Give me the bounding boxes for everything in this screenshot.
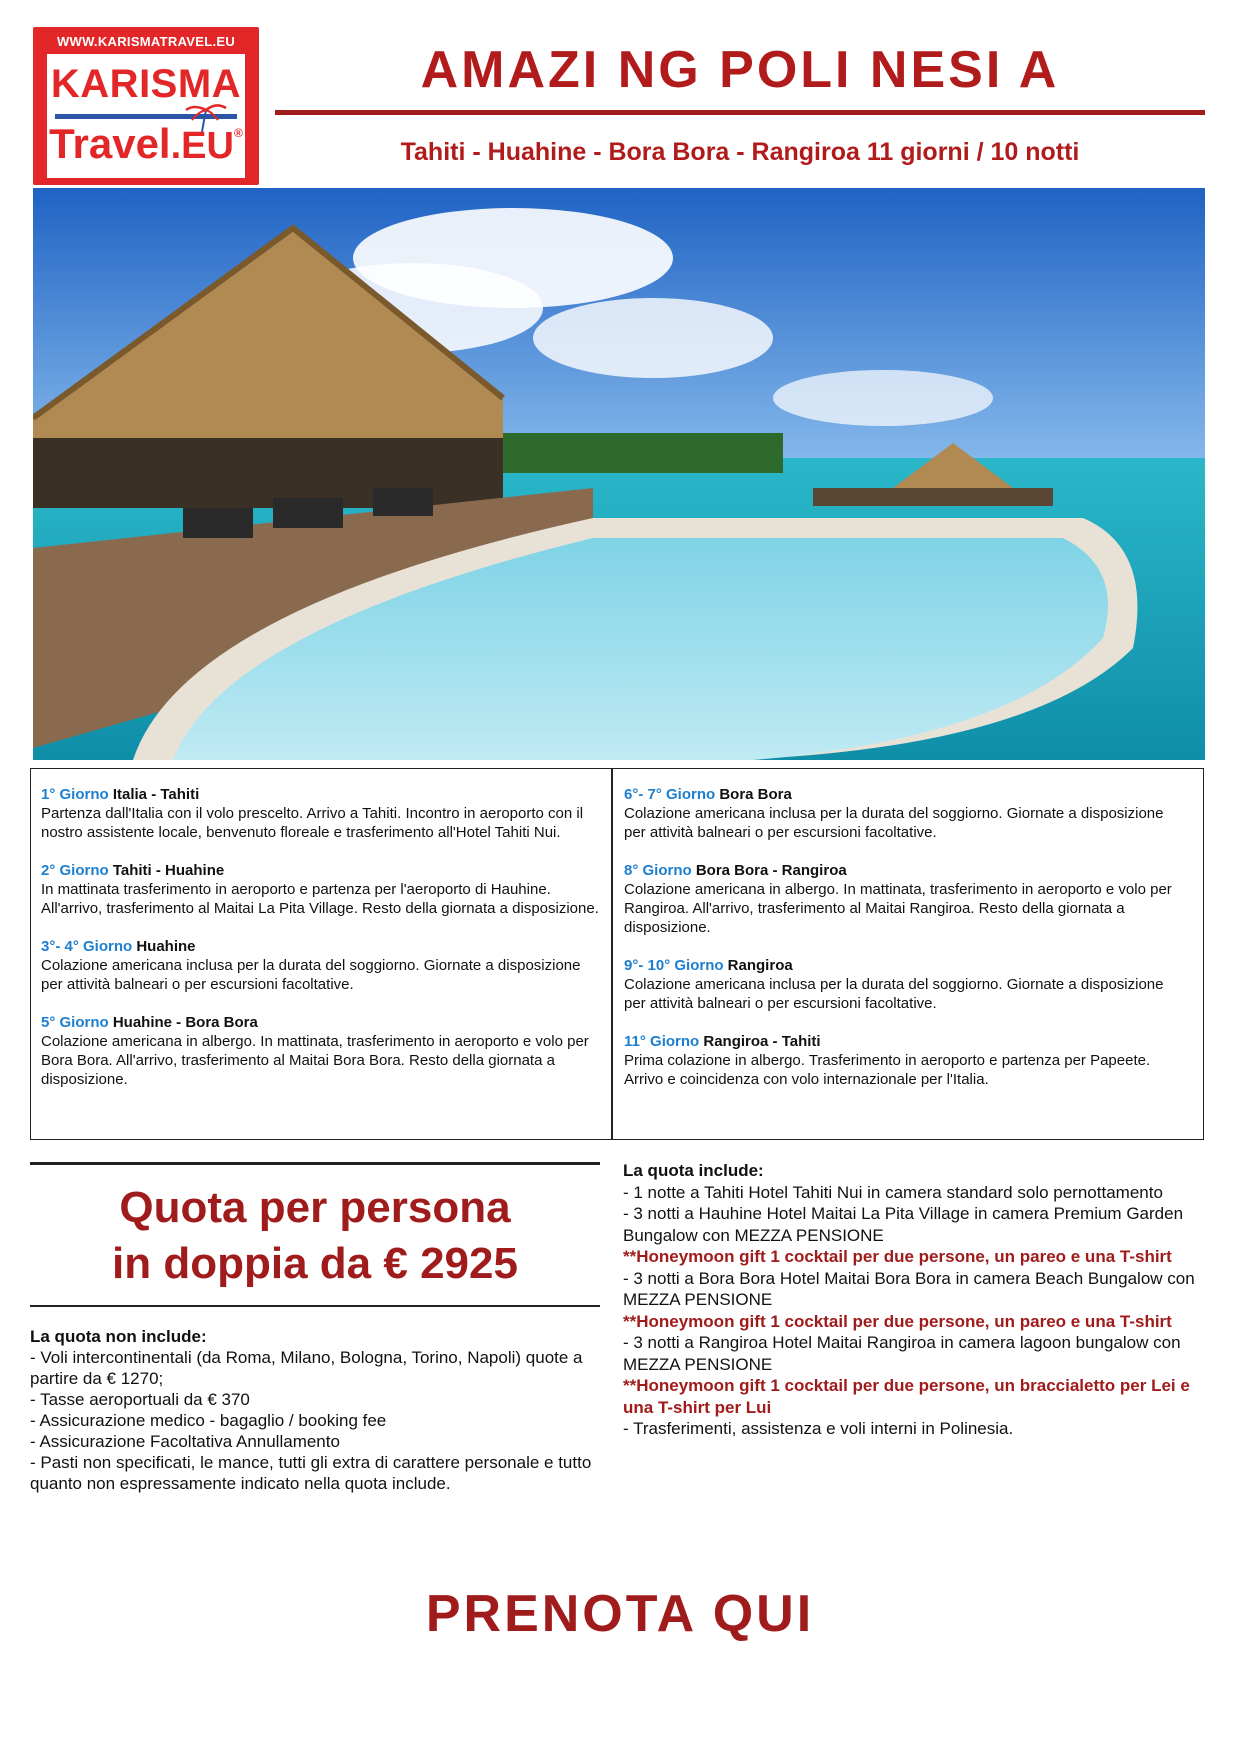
itinerary-day [41,937,601,994]
brand-name-line2 [47,120,245,168]
day-number: 6°- 7° Giorno [624,786,716,803]
excludes-section [30,1326,600,1494]
day-route: Rangiroa [723,957,793,974]
price-line-1: Quota per persona [119,1183,511,1232]
itinerary-day [41,785,601,842]
day-route: Huahine - Bora Bora [108,1014,258,1031]
page-title: AMAZI NG POLI NESI A [420,41,1060,99]
price-rule-top [30,1162,600,1165]
day-route: Italia - Tahiti [108,786,200,803]
day-description: Colazione americana in albergo. In mattinata, trasferimento in aeroporto e volo per Bora Bora. All'arrivo, trasferimento al Maitai Bora Bora. Resto della giornata a disposizione. [41,1033,589,1088]
excludes-heading: La quota non include: [30,1327,207,1346]
honeymoon-gift: **Honeymoon gift 1 cocktail per due persone, un pareo e una T-shirt [623,1311,1172,1331]
day-route: Bora Bora [715,786,792,803]
book-now-link[interactable]: PRENOTA QUI [425,1585,815,1643]
day-number: 2° Giorno [41,862,109,879]
includes-item: - 1 notte a Tahiti Hotel Tahiti Nui in camera standard solo pernottamento [623,1182,1163,1202]
excludes-item: - Assicurazione medico - bagaglio / booking fee [30,1411,387,1430]
registered-mark: ® [233,126,243,140]
price-line-2: in doppia da € 2925 [112,1239,518,1288]
excludes-item: - Voli intercontinentali (da Roma, Milano, Bologna, Torino, Napoli) quote a partire da € 1270; [30,1348,583,1388]
brand-url: WWW.KARISMATRAVEL.EU [56,34,236,49]
day-route: Huahine [132,938,196,955]
includes-item: - 3 notti a Rangiroa Hotel Maitai Rangiroa in camera lagoon bungalow con MEZZA PENSIONE [623,1333,1181,1374]
day-number: 8° Giorno [624,862,692,879]
title-divider [275,110,1205,115]
brand-eu: .EU [170,125,234,167]
day-description: Prima colazione in albergo. Trasferimento in aeroporto e partenza per Papeete. Arrivo e coincidenza con volo internazionale per l'Italia. [624,1052,1151,1088]
hero-photo [33,188,1205,760]
day-route: Bora Bora - Rangiroa [691,862,847,879]
itinerary-day [624,861,1184,937]
day-description: Colazione americana inclusa per la durata del soggiorno. Giornate a disposizione per attività balneari o per escursioni facoltative. [41,957,581,993]
logo-inner [47,54,245,178]
itinerary-day [41,1013,601,1089]
day-description: Partenza dall'Italia con il volo prescelto. Arrivo a Tahiti. Incontro in aeroporto con il nostro assistente locale, benvenuto floreale e trasferimento all'Hotel Tahiti Nui. [41,805,584,841]
itinerary-column-right [624,785,1184,1108]
itinerary-column-left [41,785,601,1108]
page-subtitle: Tahiti - Huahine - Bora Bora - Rangiroa 11 giorni / 10 notti [400,138,1080,166]
day-description: Colazione americana in albergo. In mattinata, trasferimento in aeroporto e volo per Rangiroa. All'arrivo, trasferimento al Maitai Rangiroa. Resto della giornata a disposizione. [624,881,1172,936]
includes-item: - 3 notti a Hauhine Hotel Maitai La Pita Village in camera Premium Garden Bungalow con MEZZA PENSIONE [623,1204,1184,1245]
day-description: Colazione americana inclusa per la durata del soggiorno. Giornate a disposizione per attività balneari o per escursioni facoltative. [624,976,1164,1012]
day-route: Rangiroa - Tahiti [699,1033,821,1050]
brand-name-line1: KARISMA [50,62,242,106]
brand-logo[interactable] [33,27,259,185]
itinerary-day [624,785,1184,842]
price-rule-bottom [30,1305,600,1307]
day-number: 1° Giorno [41,786,109,803]
itinerary-day [624,956,1184,1013]
includes-section [623,1160,1203,1440]
day-description: Colazione americana inclusa per la durata del soggiorno. Giornate a disposizione per attività balneari o per escursioni facoltative. [624,805,1164,841]
excludes-item: - Tasse aeroportuali da € 370 [30,1390,250,1409]
includes-item: - Trasferimenti, assistenza e voli interni in Polinesia. [623,1419,1014,1438]
day-number: 9°- 10° Giorno [624,957,724,974]
day-number: 5° Giorno [41,1014,109,1031]
excludes-item: - Pasti non specificati, le mance, tutti gli extra di carattere personale e tutto quanto non espressamente indicato nella quota include. [30,1453,592,1493]
day-description: In mattinata trasferimento in aeroporto e partenza per l'aeroporto di Hauhine. All'arrivo, trasferimento al Maitai La Pita Village. Resto della giornata a disposizione. [41,881,599,917]
itinerary-table [30,768,1204,1140]
includes-item: - 3 notti a Bora Bora Hotel Maitai Bora Bora in camera Beach Bungalow con MEZZA PENSIONE [623,1268,1195,1309]
price-block [30,1180,600,1292]
itinerary-divider [611,769,613,1139]
day-number: 3°- 4° Giorno [41,938,133,955]
day-number: 11° Giorno [624,1033,700,1050]
itinerary-day [624,1032,1184,1089]
includes-heading: La quota include: [623,1161,764,1180]
itinerary-day [41,861,601,918]
excludes-item: - Assicurazione Facoltativa Annullamento [30,1432,340,1451]
day-route: Tahiti - Huahine [108,862,225,879]
brand-travel: Travel [49,120,171,167]
honeymoon-gift: **Honeymoon gift 1 cocktail per due persone, un pareo e una T-shirt [623,1247,1172,1266]
honeymoon-gift: **Honeymoon gift 1 cocktail per due persone, un braccialetto per Lei e una T-shirt per Lui [623,1376,1190,1417]
